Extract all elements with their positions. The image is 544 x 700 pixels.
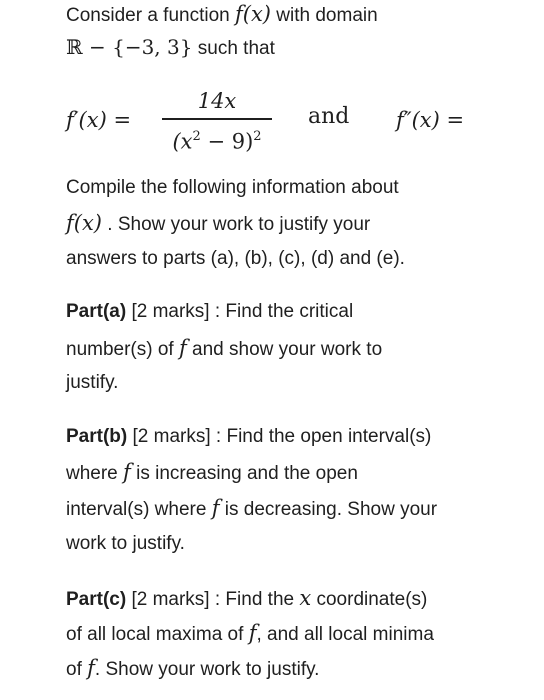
- part-a-label: Part(a): [66, 301, 127, 322]
- intro-text: Consider a function: [66, 5, 235, 26]
- part-c-line-2: [66, 621, 434, 647]
- part-b-text: [2 marks] : Find the open interval(s): [127, 426, 432, 447]
- part-c-text: [2 marks] : Find the: [126, 589, 300, 610]
- denominator-base: (x: [172, 129, 193, 154]
- intro-line-1: [66, 2, 378, 28]
- part-c-text: . Show your work to justify.: [94, 659, 320, 680]
- part-c-text: coordinate(s): [311, 589, 428, 610]
- part-a-line-1: [66, 300, 353, 324]
- function-f-of-x: f(x): [235, 2, 272, 26]
- var-f: f: [211, 496, 220, 520]
- part-b-text: interval(s) where: [66, 499, 212, 520]
- part-c-line-3: [66, 656, 319, 682]
- intro-line-2: [66, 35, 275, 61]
- part-b-text: is increasing and the open: [130, 463, 358, 484]
- fraction-numerator: 14x: [197, 89, 237, 113]
- connector-and: and: [308, 104, 350, 129]
- part-a-line-3: justify.: [66, 372, 119, 393]
- intro-such-that: such that: [192, 38, 275, 59]
- denominator-exponent-2: 2: [253, 129, 262, 144]
- var-f: f: [178, 336, 187, 360]
- compile-line-2: [66, 211, 370, 237]
- var-f: f: [87, 656, 95, 680]
- denominator-middle: − 9): [200, 129, 254, 154]
- function-f-of-x: f(x): [66, 211, 103, 235]
- fraction-denominator: [162, 122, 272, 152]
- part-b-text: is decreasing. Show your: [219, 499, 438, 520]
- first-derivative-lhs: f′(x) =: [66, 108, 132, 132]
- derivative-equations: [66, 86, 544, 156]
- part-c-line-1: [66, 586, 427, 612]
- var-f: f: [123, 460, 131, 484]
- part-b-line-2: [66, 460, 358, 486]
- part-a-text: [2 marks] : Find the critical: [126, 301, 354, 322]
- intro-text-suffix: with domain: [271, 5, 378, 26]
- denominator-exponent-1: 2: [192, 129, 201, 144]
- var-f: f: [248, 621, 257, 645]
- compile-line-1: Compile the following information about: [66, 177, 399, 198]
- part-b-line-4: work to justify.: [66, 533, 185, 554]
- part-a-text: number(s) of: [66, 339, 179, 360]
- part-c-label: Part(c): [66, 589, 127, 610]
- part-c-text: of: [66, 659, 88, 680]
- part-a-line-2: [66, 336, 382, 362]
- second-derivative-lhs: f″(x) =: [396, 108, 465, 132]
- compile-text: . Show your work to justify your: [102, 214, 371, 235]
- compile-line-3: answers to parts (a), (b), (c), (d) and (e).: [66, 248, 405, 269]
- part-b-line-1: [66, 425, 431, 449]
- part-c-text: of all local maxima of: [66, 624, 249, 645]
- domain-expression: ℝ − {−3, 3}: [66, 35, 193, 59]
- fraction-bar: [162, 118, 272, 120]
- var-x: x: [299, 586, 312, 610]
- part-b-label: Part(b): [66, 426, 128, 447]
- first-derivative-fraction: [162, 86, 272, 152]
- part-b-line-3: [66, 496, 437, 522]
- part-c-text: , and all local minima: [256, 624, 434, 645]
- part-b-text: where: [66, 463, 124, 484]
- part-a-text: and show your work to: [186, 339, 383, 360]
